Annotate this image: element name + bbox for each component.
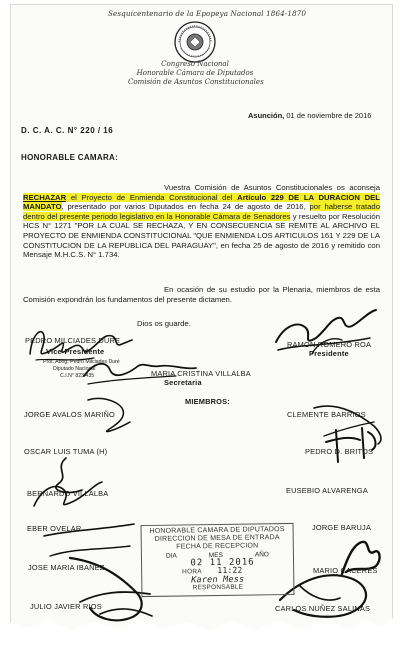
member-baruja: JORGE BARUJA (312, 523, 372, 532)
members-heading: MIEMBROS: (185, 397, 230, 406)
stamp-col-ano: AÑO (254, 551, 269, 559)
body-highlight-1: el Proyecto de Enmienda Constitucional del (66, 192, 238, 202)
body-highlight-2: por haberse tratado dentro del presente periodo legislativo en la Honorable Cámara de Senadores (23, 202, 380, 221)
signature-britos-icon (316, 420, 386, 470)
secretary-name: MARIA CRISTINA VILLALBA (151, 369, 251, 378)
body-rechazar: RECHAZAR (23, 192, 67, 202)
reference-number: D. C. A. C. N° 220 / 16 (21, 126, 114, 135)
vice-president-name: PEDRO MILCIADES DURE (25, 336, 121, 345)
body-intro: Vuestra Comisión de Asuntos Constitucionales os aconseja (164, 183, 380, 192)
salutation: HONORABLE CAMARA: (21, 153, 119, 162)
greeting: Dios os guarde. (137, 319, 191, 328)
date-value: 01 de noviembre de 2016 (286, 111, 372, 120)
stamp-line-1: HONORABLE CAMARA DE DIPUTADOS (149, 526, 285, 535)
stamp-handwritten-date: 02 11 2016 (190, 557, 255, 569)
member-ibanez: JOSE MARIA IBAÑEZ (28, 563, 105, 572)
president-title: Presidente (309, 349, 349, 358)
closing-paragraph: En ocasión de su estudio por la Plenaria, miembros de esta Comisión expondrán los fundamentos del presente dictamen. (23, 285, 380, 304)
stamp-col-dia: DIA (165, 552, 177, 560)
member-barrios: CLEMENTE BARRIOS (287, 410, 366, 419)
body-article: Artículo 229 DE LA DURACION DEL MANDATO (23, 192, 380, 212)
vice-president-seal-line-1: Prof. Abog. Pedro Milciades Duré (43, 359, 120, 365)
date-line (248, 111, 371, 120)
stamp-line-2: DIRECCION DE MESA DE ENTRADA (154, 534, 280, 543)
vice-president-title: Vice-Presidente (46, 347, 105, 356)
sesquicentennial-heading: Sesquicentenario de la Epopeya Nacional 1864-1870 (108, 9, 307, 18)
stamp-hora-value: 11:22 (217, 565, 243, 576)
stamp-responsable: RESPONSABLE (192, 583, 244, 592)
national-chamber-seal-icon (173, 20, 217, 64)
member-rios: JULIO JAVIER RIOS (30, 602, 102, 611)
member-villalba: BERNARDO VILLALBA (27, 489, 109, 498)
stamp-hora-label: HORA (182, 568, 202, 576)
date-city: Asunción, (248, 111, 285, 120)
stamp-received-by: Karen Mess (191, 574, 245, 586)
body-rest: y resuelto por Resolución HCS N° 1271 "POR LA CUAL SE RECHAZA, Y EN CONSECUENCIA SE REMITE AL ARCHIVO EL PROYECTO DE ENMIENDA CONSTITUCIONAL "QUE ENMIENDA LOS ARTICULOS 161 Y 229 DE LA CONSTITUCION DE LA REPUBLICA DEL PARAGUAY", en fecha 25 de agosto de 2016 y remitido con Mensaje M.H.C.S. N° 1.734. (23, 211, 380, 260)
body-paragraph (23, 183, 380, 260)
member-nunez-salinas: CARLOS NUÑEZ SALINAS (275, 604, 371, 613)
president-name: RAMON ROMERO ROA (287, 340, 372, 349)
institution-line-3: Comisión de Asuntos Constitucionales (128, 78, 264, 86)
vice-president-seal-line-3: C.I.N° 823.435 (60, 373, 95, 379)
member-alvarenga: EUSEBIO ALVARENGA (286, 486, 368, 495)
secretary-title: Secretaria (164, 378, 202, 387)
institution-line-2: Honorable Cámara de Diputados (136, 69, 254, 77)
institution-line-1: Congreso Nacional (161, 60, 229, 68)
member-ovelar: EBER OVELAR (27, 524, 82, 533)
reception-stamp (141, 523, 295, 597)
body-after-article: , presentado por varios Diputados en fecha 24 de agosto de 2016, (61, 202, 310, 212)
member-avalos: JORGE AVALOS MARIÑO (24, 410, 115, 419)
stamp-col-mes: MES (208, 551, 223, 560)
member-caceres: MARIO CACERES (313, 566, 378, 575)
stamp-line-3: FECHA DE RECEPCION (176, 542, 259, 551)
vice-president-seal-line-2: Diputado Nacional (53, 366, 96, 372)
member-tuma: OSCAR LUIS TUMA (H) (24, 447, 108, 456)
member-britos: PEDRO D. BRITOS (305, 447, 374, 456)
